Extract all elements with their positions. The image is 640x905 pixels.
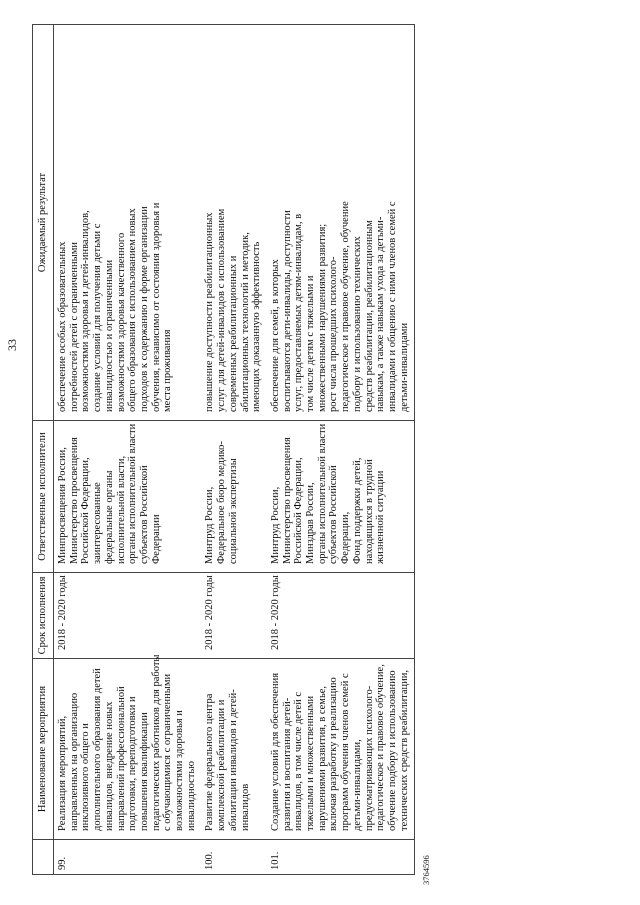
text-line: направлений профессиональной (115, 686, 127, 831)
text-line: инвалидностью (185, 760, 197, 831)
text-line: Российской Федерации, (293, 457, 305, 564)
text-line: детьми-инвалидами, (351, 739, 363, 831)
text-line: нарушениями развития, в семье, (316, 685, 328, 831)
text-line: подбору и использованию технических (351, 236, 363, 412)
text-line: современных реабилитационных и (227, 255, 239, 412)
text-line: возможностями здоровья и детей-инвалидов, (80, 210, 92, 412)
header-term: Срок исполнения (33, 573, 54, 659)
cell-name (54, 654, 202, 840)
text-line: с обучающимися с ограниченными (162, 673, 174, 831)
text-line: Министерство просвещения (68, 437, 80, 564)
text-line: Создание условий для обеспечения (269, 672, 281, 831)
cell-responsible (201, 421, 267, 573)
row-number: 99. (54, 840, 202, 875)
text-line: возможностями здоровья качественного (115, 232, 127, 412)
text-line: субъектов Российской (138, 465, 150, 564)
table-row (267, 25, 415, 875)
text-line: рост числа прошедших психолого- (328, 256, 340, 412)
table-row (201, 25, 267, 875)
text-line: возможностями здоровья и (174, 710, 186, 831)
text-line: обеспечение особых образовательных (57, 241, 68, 412)
text-line: педагогическое и правовое обучение, обучение (340, 201, 352, 412)
header-number (33, 840, 54, 875)
text-line: комплексной реабилитации и (216, 699, 228, 831)
text-line: Фонд поддержки детей, (351, 457, 363, 564)
text-line: субъектов Российской (328, 465, 340, 564)
text-line: места проживания (162, 329, 174, 412)
text-line: 2018 - 2020 годы (57, 575, 68, 650)
cell-name (201, 659, 267, 840)
text-line: воспитываются дети-инвалиды, доступности (281, 210, 293, 412)
text-line: тяжелыми и множественными (305, 695, 317, 831)
measures-table (32, 24, 415, 875)
text-line: Федерации (150, 514, 162, 564)
text-line: находящихся в трудной (363, 459, 375, 564)
text-line: Минпросвещения России, (57, 447, 68, 564)
header-result: Ожидаемый результат (33, 25, 54, 421)
text-line: развития и воспитания детей- (281, 697, 293, 831)
text-line: общего образования с использованием новых (127, 208, 139, 412)
cell-term (267, 573, 415, 659)
cell-term (54, 573, 202, 659)
text-line: Минздрав России, (305, 482, 317, 564)
text-line: инвалидами и общению с ними членов семей с (386, 201, 398, 412)
text-line: имеющих доказанную эффективность (251, 241, 263, 412)
text-line: жизненной ситуации (375, 470, 387, 564)
row-number: 100. (201, 840, 267, 875)
text-line: множественными нарушениями развития; (316, 223, 328, 412)
cell-result (267, 25, 415, 421)
header-name: Наименование мероприятия (33, 659, 54, 840)
text-line: повышения квалификации (138, 712, 150, 831)
text-line: потребностей детей с ограниченными (68, 242, 80, 412)
cell-responsible (267, 421, 415, 573)
cell-name (267, 659, 415, 840)
text-line: педагогическое и правовое обучение, (375, 664, 387, 831)
text-line: навыкам, а также навыкам ухода за детьми- (375, 216, 387, 412)
text-line: исполнительной власти, (115, 455, 127, 564)
table-header-row (33, 25, 54, 875)
text-line: создание условий для получения детьми с (92, 223, 104, 412)
text-line: педагогических работников для работы (150, 654, 162, 831)
text-line: средств реабилитации, реабилитационным (363, 220, 375, 412)
text-line: том числе детям с тяжелыми и (305, 275, 317, 412)
text-line: 2018 - 2020 годы (269, 575, 281, 650)
text-line: обеспечение для семей, в которых (269, 259, 281, 412)
text-line: федеральные органы (103, 470, 115, 564)
text-line: дополнительного образования детей (92, 668, 104, 831)
text-line: направленных на организацию (68, 692, 80, 831)
text-line: инклюзивного общего и (80, 723, 92, 831)
text-line: технических средств реабилитации, (398, 669, 410, 831)
page-number: 33 (5, 339, 19, 351)
text-line: детьми-инвалидами (398, 322, 410, 412)
cell-result (201, 25, 267, 421)
text-line: программ обучения членов семей с (340, 673, 352, 831)
text-line: Минтруд России, (269, 486, 281, 564)
text-line: инвалидов, в том числе детей с (293, 691, 305, 831)
text-line: Минтруд России, (204, 486, 216, 564)
text-line: заинтересованные (92, 482, 104, 564)
text-line: инвалидов, внедрение новых (103, 701, 115, 831)
text-line: повышение доступности реабилитационных (204, 212, 216, 412)
text-line: обучения, независимо от состояния здоровья и (150, 202, 162, 412)
text-line: Федеральное бюро медико- (216, 441, 228, 564)
text-line: Федерации, (340, 511, 352, 564)
cell-result (54, 25, 202, 421)
text-line: Развитие федерального центра (204, 693, 216, 831)
text-line: предусматривающих психолого- (363, 685, 375, 831)
text-line: Российской Федерации, (80, 457, 92, 564)
row-number: 101. (267, 840, 415, 875)
header-responsible: Ответственные исполнители (33, 421, 54, 573)
text-line: 2018 - 2020 годы (204, 575, 216, 650)
text-line: органы исполнительной власти (316, 423, 328, 564)
cell-term (201, 573, 267, 659)
text-line: услуг для детей-инвалидов с использованием (216, 208, 228, 412)
text-line: обучение подбору и использованию (386, 670, 398, 831)
table-row (54, 25, 202, 875)
text-line: инвалидов (239, 783, 251, 831)
text-line: подходов к содержанию и форме организации (138, 206, 150, 412)
text-line: включая разработку и реализацию (328, 677, 340, 831)
text-line: инвалидностью и ограниченными (103, 259, 115, 412)
document-code: 3764596 (421, 855, 431, 885)
cell-responsible (54, 421, 202, 573)
text-line: абилитационных технологий и методик, (239, 232, 251, 412)
text-line: Реализация мероприятий, (57, 715, 68, 831)
document-page (5, 15, 625, 885)
text-line: Министерство просвещения (281, 437, 293, 564)
text-line: абилитации инвалидов и детей- (227, 689, 239, 831)
text-line: услуг, предоставляемых детям-инвалидам, в (293, 213, 305, 412)
text-line: органы исполнительной власти (127, 423, 139, 564)
text-line: подготовки, переподготовки и (127, 696, 139, 831)
text-line: социальной экспертизы (227, 458, 239, 564)
